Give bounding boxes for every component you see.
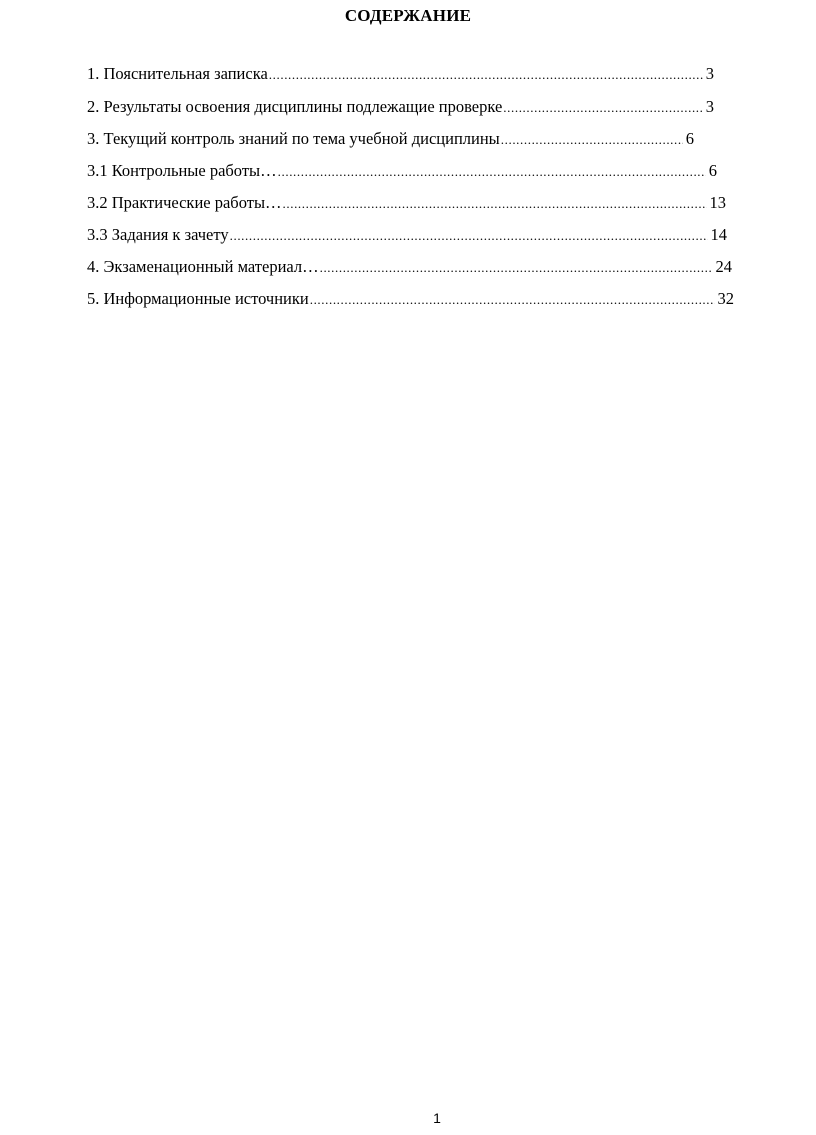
toc-leader-dots <box>230 228 708 244</box>
toc-entry <box>87 161 717 185</box>
toc-entry <box>87 257 732 281</box>
toc-entry <box>87 289 734 313</box>
toc-entry-label: 3.3 Задания к зачету <box>87 225 229 244</box>
toc-entry <box>87 129 694 153</box>
toc-entry <box>87 225 727 249</box>
toc-entry-page: 3 <box>705 64 714 83</box>
toc-entry-label: 2. Результаты освоения дисциплины подлежащие проверке <box>87 97 503 116</box>
toc-entry-label: 3. Текущий контроль знаний по тема учебной дисциплины <box>87 129 500 148</box>
page-title: СОДЕРЖАНИЕ <box>344 6 472 25</box>
toc-entry-page: 32 <box>717 289 734 308</box>
toc-entry-page: 3 <box>705 97 714 116</box>
toc-entry-page: 14 <box>710 225 727 244</box>
toc-entry <box>87 97 714 121</box>
toc-leader-dots <box>320 260 713 276</box>
toc-entry-label: 4. Экзаменационный материал… <box>87 257 319 276</box>
toc-leader-dots <box>501 132 683 148</box>
toc-entry <box>87 64 714 88</box>
toc-entry-page: 24 <box>715 257 732 276</box>
toc-leader-dots <box>310 292 715 308</box>
toc-entry-label: 3.1 Контрольные работы… <box>87 161 277 180</box>
toc-entry-label: 1. Пояснительная записка <box>87 64 268 83</box>
toc-leader-dots <box>283 196 707 212</box>
toc-entry-label: 5. Информационные источники <box>87 289 309 308</box>
toc-leader-dots <box>503 100 702 116</box>
toc-entry-label: 3.2 Практические работы… <box>87 193 282 212</box>
toc-leader-dots <box>269 67 703 83</box>
toc-entry-page: 6 <box>708 161 717 180</box>
page-number: 1 <box>433 1110 441 1126</box>
toc-entry-page: 13 <box>709 193 726 212</box>
toc-leader-dots <box>278 164 706 180</box>
toc-entry <box>87 193 726 217</box>
toc-entry-page: 6 <box>685 129 694 148</box>
